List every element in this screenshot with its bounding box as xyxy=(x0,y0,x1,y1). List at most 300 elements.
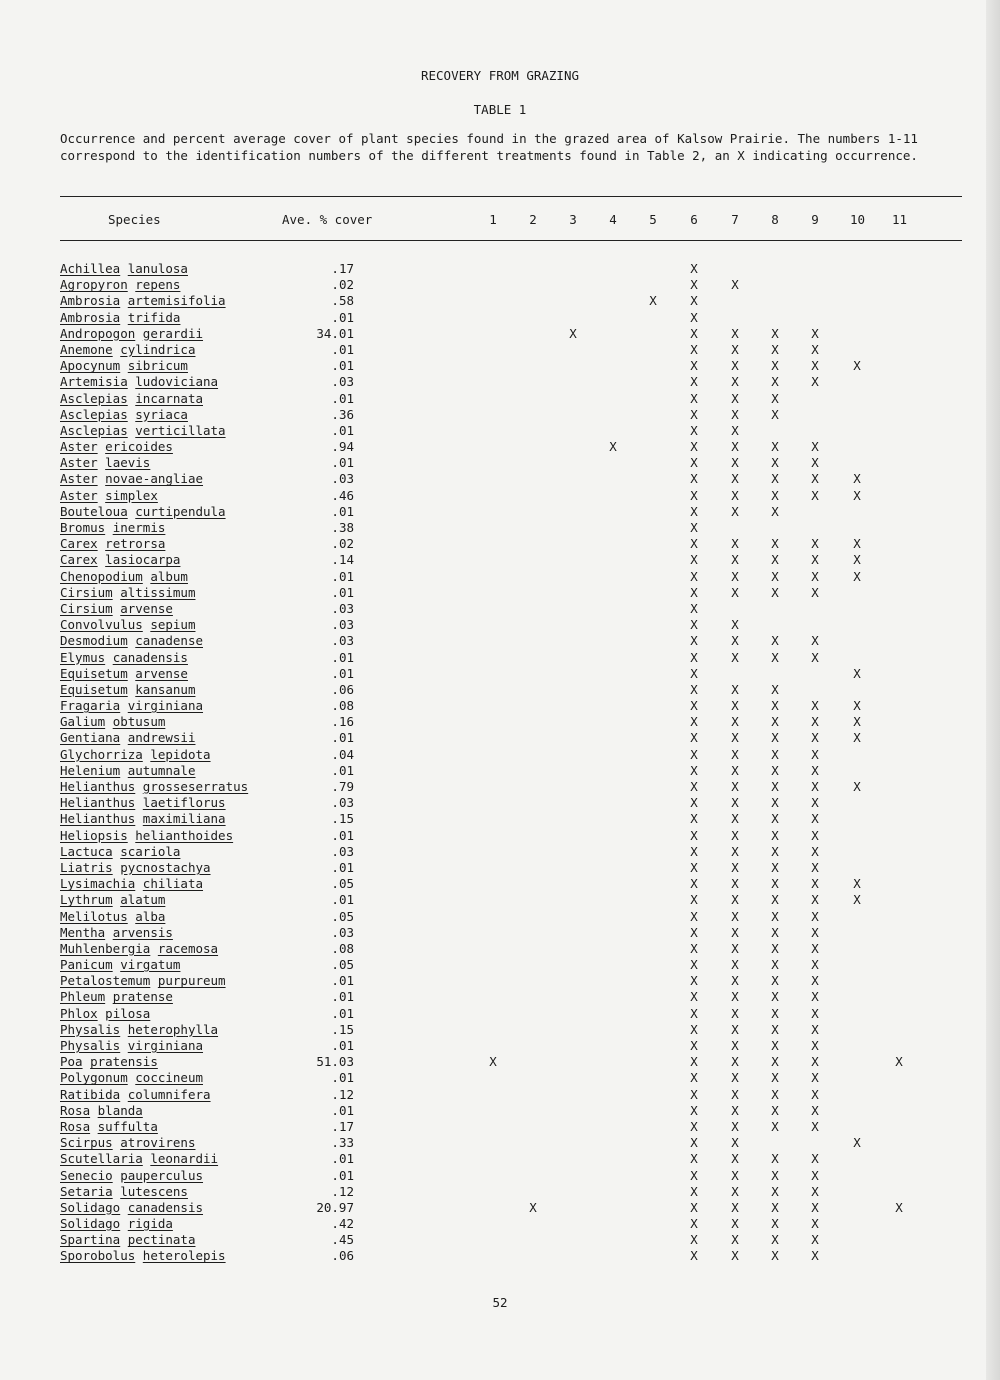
occurrence-mark: X xyxy=(811,892,819,908)
occurrence-mark: X xyxy=(771,1183,779,1199)
occurrence-mark: X xyxy=(771,1070,779,1086)
table-row xyxy=(0,439,1000,455)
occurrence-mark: X xyxy=(690,422,698,438)
table-row xyxy=(0,1119,1000,1135)
occurrence-mark: X xyxy=(771,406,779,422)
cover-value: .01 xyxy=(331,341,354,357)
species-name: Cirsium arvense xyxy=(60,600,173,616)
occurrence-mark: X xyxy=(690,1135,698,1151)
occurrence-mark: X xyxy=(811,746,819,762)
table-row xyxy=(0,876,1000,892)
occurrence-mark: X xyxy=(771,924,779,940)
occurrence-mark: X xyxy=(690,261,698,276)
occurrence-mark: X xyxy=(853,698,861,714)
occurrence-mark: X xyxy=(731,730,739,746)
occurrence-mark: X xyxy=(771,811,779,827)
species-name: Melilotus alba xyxy=(60,908,166,924)
occurrence-mark: X xyxy=(731,795,739,811)
table-row xyxy=(0,1103,1000,1119)
table-row xyxy=(0,310,1000,326)
occurrence-mark: X xyxy=(853,358,861,374)
occurrence-mark: X xyxy=(811,1167,819,1183)
occurrence-mark: X xyxy=(731,1167,739,1183)
occurrence-mark: X xyxy=(690,584,698,600)
cover-value: .15 xyxy=(331,811,354,827)
occurrence-mark: X xyxy=(771,390,779,406)
table-row xyxy=(0,1054,1000,1070)
table-row xyxy=(0,828,1000,844)
species-name: Petalostemum purpureum xyxy=(60,973,226,989)
species-name: Anemone cylindrica xyxy=(60,341,196,357)
occurrence-mark: X xyxy=(690,1232,698,1248)
occurrence-mark: X xyxy=(731,390,739,406)
cover-value: .16 xyxy=(331,714,354,730)
occurrence-mark: X xyxy=(771,746,779,762)
species-name: Fragaria virginiana xyxy=(60,698,204,714)
species-name: Aster laevis xyxy=(60,455,151,471)
occurrence-mark: X xyxy=(771,762,779,778)
species-name: Lactuca scariola xyxy=(60,843,181,859)
occurrence-mark: X xyxy=(811,536,819,552)
cover-value: .01 xyxy=(331,827,354,843)
occurrence-mark: X xyxy=(731,940,739,956)
treatment-column-header: 6 xyxy=(690,212,698,227)
occurrence-mark: X xyxy=(771,908,779,924)
table-row xyxy=(0,601,1000,617)
occurrence-mark: X xyxy=(771,649,779,665)
cover-value: .46 xyxy=(331,487,354,503)
treatment-column-header: 9 xyxy=(811,212,819,227)
occurrence-mark: X xyxy=(771,455,779,471)
occurrence-mark: X xyxy=(811,455,819,471)
occurrence-mark: X xyxy=(771,1216,779,1232)
species-name: Gentiana andrewsii xyxy=(60,730,196,746)
occurrence-mark: X xyxy=(771,940,779,956)
occurrence-mark: X xyxy=(771,989,779,1005)
cover-value: .05 xyxy=(331,876,354,892)
occurrence-mark: X xyxy=(811,1005,819,1021)
species-name: Ambrosia trifida xyxy=(60,309,181,325)
occurrence-mark: X xyxy=(811,649,819,665)
occurrence-mark: X xyxy=(690,358,698,374)
species-name: Panicum virgatum xyxy=(60,957,181,973)
table-row xyxy=(0,1135,1000,1151)
table-row xyxy=(0,1184,1000,1200)
species-name: Rosa suffulta xyxy=(60,1118,158,1134)
cover-value: .03 xyxy=(331,471,354,487)
occurrence-mark: X xyxy=(731,374,739,390)
species-name: Equisetum kansanum xyxy=(60,681,196,697)
occurrence-mark: X xyxy=(731,439,739,455)
occurrence-mark: X xyxy=(731,924,739,940)
cover-value: .01 xyxy=(331,859,354,875)
occurrence-mark: X xyxy=(690,924,698,940)
occurrence-mark: X xyxy=(811,1232,819,1248)
occurrence-mark: X xyxy=(853,730,861,746)
species-name: Scirpus atrovirens xyxy=(60,1135,196,1151)
occurrence-mark: X xyxy=(690,471,698,487)
occurrence-mark: X xyxy=(690,439,698,455)
occurrence-mark: X xyxy=(731,698,739,714)
occurrence-mark: X xyxy=(690,487,698,503)
occurrence-mark: X xyxy=(811,714,819,730)
treatment-column-header: 1 xyxy=(489,212,497,227)
occurrence-mark: X xyxy=(690,746,698,762)
occurrence-mark: X xyxy=(853,1135,861,1151)
occurrence-mark: X xyxy=(690,1021,698,1037)
cover-value: .01 xyxy=(331,568,354,584)
species-name: Physalis virginiana xyxy=(60,1038,204,1053)
occurrence-mark: X xyxy=(690,973,698,989)
occurrence-mark: X xyxy=(811,989,819,1005)
occurrence-mark: X xyxy=(811,940,819,956)
occurrence-mark: X xyxy=(771,503,779,519)
species-name: Solidago rigida xyxy=(60,1216,173,1232)
occurrence-mark: X xyxy=(731,811,739,827)
table-row xyxy=(0,941,1000,957)
occurrence-mark: X xyxy=(771,827,779,843)
cover-value: .36 xyxy=(331,406,354,422)
table-row xyxy=(0,860,1000,876)
occurrence-mark: X xyxy=(731,681,739,697)
occurrence-mark: X xyxy=(771,957,779,973)
occurrence-mark: X xyxy=(690,1102,698,1118)
treatment-column-header: 7 xyxy=(731,212,739,227)
table-row xyxy=(0,1022,1000,1038)
cover-value: .01 xyxy=(331,1102,354,1118)
occurrence-mark: X xyxy=(771,584,779,600)
occurrence-mark: X xyxy=(529,1199,537,1215)
cover-value: .14 xyxy=(331,552,354,568)
species-name: Senecio pauperculus xyxy=(60,1167,204,1183)
occurrence-mark: X xyxy=(811,325,819,341)
species-name: Aster ericoides xyxy=(60,439,173,455)
occurrence-mark: X xyxy=(731,503,739,519)
species-name: Mentha arvensis xyxy=(60,924,173,940)
occurrence-mark: X xyxy=(690,325,698,341)
species-name: Artemisia ludoviciana xyxy=(60,374,219,390)
occurrence-mark: X xyxy=(731,1070,739,1086)
table-label: TABLE 1 xyxy=(473,102,527,117)
occurrence-mark: X xyxy=(811,1102,819,1118)
table-row xyxy=(0,617,1000,633)
occurrence-mark: X xyxy=(731,1102,739,1118)
occurrence-mark: X xyxy=(690,277,698,293)
table-row xyxy=(0,293,1000,309)
occurrence-mark: X xyxy=(811,1248,819,1264)
occurrence-mark: X xyxy=(690,617,698,633)
occurrence-mark: X xyxy=(811,1054,819,1070)
occurrence-mark: X xyxy=(771,633,779,649)
occurrence-mark: X xyxy=(811,358,819,374)
occurrence-mark: X xyxy=(771,552,779,568)
table-row xyxy=(0,520,1000,536)
table-row xyxy=(0,1070,1000,1086)
occurrence-mark: X xyxy=(853,876,861,892)
occurrence-mark: X xyxy=(853,568,861,584)
treatment-column-header: 4 xyxy=(609,212,617,227)
cover-value: .08 xyxy=(331,940,354,956)
occurrence-mark: X xyxy=(895,1199,903,1215)
table-column-header xyxy=(0,212,1000,232)
table-row xyxy=(0,407,1000,423)
species-name: Elymus canadensis xyxy=(60,649,188,665)
occurrence-mark: X xyxy=(690,779,698,794)
species-name: Carex lasiocarpa xyxy=(60,552,181,568)
occurrence-mark: X xyxy=(811,795,819,811)
occurrence-mark: X xyxy=(731,1005,739,1021)
occurrence-mark: X xyxy=(811,568,819,584)
species-name: Achillea lanulosa xyxy=(60,261,188,276)
occurrence-mark: X xyxy=(731,1038,739,1053)
occurrence-mark: X xyxy=(811,1021,819,1037)
occurrence-mark: X xyxy=(771,1038,779,1053)
table-body xyxy=(0,261,1000,1265)
species-name: Polygonum coccineum xyxy=(60,1070,203,1086)
cover-value: .06 xyxy=(331,1248,354,1264)
occurrence-mark: X xyxy=(811,843,819,859)
table-row xyxy=(0,374,1000,390)
occurrence-mark: X xyxy=(811,374,819,390)
species-name: Liatris pycnostachya xyxy=(60,859,211,875)
table-row xyxy=(0,682,1000,698)
occurrence-mark: X xyxy=(731,1021,739,1037)
occurrence-mark: X xyxy=(771,1118,779,1134)
occurrence-mark: X xyxy=(690,455,698,471)
occurrence-mark: X xyxy=(771,1021,779,1037)
occurrence-mark: X xyxy=(731,843,739,859)
cover-value: .01 xyxy=(331,730,354,746)
occurrence-mark: X xyxy=(853,487,861,503)
occurrence-mark: X xyxy=(731,876,739,892)
occurrence-mark: X xyxy=(853,779,861,794)
occurrence-mark: X xyxy=(771,358,779,374)
species-name: Sporobolus heterolepis xyxy=(60,1248,226,1264)
species-name: Ratibida columnifera xyxy=(60,1086,211,1102)
cover-value: .04 xyxy=(331,746,354,762)
occurrence-mark: X xyxy=(731,989,739,1005)
occurrence-mark: X xyxy=(731,859,739,875)
occurrence-mark: X xyxy=(690,552,698,568)
occurrence-mark: X xyxy=(690,908,698,924)
cover-value: .01 xyxy=(331,1038,354,1053)
occurrence-mark: X xyxy=(690,406,698,422)
occurrence-mark: X xyxy=(771,1248,779,1264)
table-row xyxy=(0,957,1000,973)
cover-value: .12 xyxy=(331,1086,354,1102)
treatment-column-header: 11 xyxy=(892,212,908,227)
occurrence-mark: X xyxy=(811,957,819,973)
table-row xyxy=(0,1038,1000,1054)
cover-value: .02 xyxy=(331,536,354,552)
occurrence-mark: X xyxy=(853,471,861,487)
cover-value: 34.01 xyxy=(316,325,354,341)
occurrence-mark: X xyxy=(811,924,819,940)
cover-value: .94 xyxy=(331,439,354,455)
cover-value: .01 xyxy=(331,1070,354,1086)
occurrence-mark: X xyxy=(853,665,861,681)
occurrence-mark: X xyxy=(811,973,819,989)
occurrence-mark: X xyxy=(731,406,739,422)
species-name: Muhlenbergia racemosa xyxy=(60,940,219,956)
occurrence-mark: X xyxy=(690,681,698,697)
species-name: Scutellaria leonardii xyxy=(60,1151,219,1167)
table-row xyxy=(0,1216,1000,1232)
cover-value: .08 xyxy=(331,698,354,714)
table-row xyxy=(0,633,1000,649)
occurrence-mark: X xyxy=(731,1135,739,1151)
cover-value: .17 xyxy=(331,1118,354,1134)
table-row xyxy=(0,763,1000,779)
occurrence-mark: X xyxy=(690,989,698,1005)
occurrence-mark: X xyxy=(811,439,819,455)
cover-value: .58 xyxy=(331,293,354,309)
table-row xyxy=(0,423,1000,439)
species-name: Solidago canadensis xyxy=(60,1199,204,1215)
occurrence-mark: X xyxy=(731,762,739,778)
cover-column-header: Ave. % cover xyxy=(282,212,373,227)
cover-value: .03 xyxy=(331,617,354,633)
occurrence-mark: X xyxy=(731,1151,739,1167)
species-name: Spartina pectinata xyxy=(60,1232,196,1248)
cover-value: .01 xyxy=(331,503,354,519)
table-row xyxy=(0,569,1000,585)
table-row xyxy=(0,1232,1000,1248)
occurrence-mark: X xyxy=(771,439,779,455)
table-row xyxy=(0,779,1000,795)
cover-value: .06 xyxy=(331,681,354,697)
table-row xyxy=(0,795,1000,811)
occurrence-mark: X xyxy=(690,1054,698,1070)
occurrence-mark: X xyxy=(811,1118,819,1134)
cover-value: .01 xyxy=(331,455,354,471)
table-row xyxy=(0,1248,1000,1264)
table-row xyxy=(0,666,1000,682)
table-row xyxy=(0,1200,1000,1216)
occurrence-mark: X xyxy=(731,714,739,730)
occurrence-mark: X xyxy=(853,552,861,568)
cover-value: .42 xyxy=(331,1216,354,1232)
occurrence-mark: X xyxy=(771,1054,779,1070)
occurrence-mark: X xyxy=(771,859,779,875)
cover-value: .01 xyxy=(331,584,354,600)
occurrence-mark: X xyxy=(690,1151,698,1167)
table-row xyxy=(0,973,1000,989)
occurrence-mark: X xyxy=(731,536,739,552)
table-top-rule xyxy=(60,196,962,197)
occurrence-mark: X xyxy=(771,471,779,487)
table-row xyxy=(0,536,1000,552)
occurrence-mark: X xyxy=(811,584,819,600)
species-name: Phlox pilosa xyxy=(60,1005,151,1021)
occurrence-mark: X xyxy=(690,1167,698,1183)
occurrence-mark: X xyxy=(771,1151,779,1167)
occurrence-mark: X xyxy=(771,730,779,746)
occurrence-mark: X xyxy=(853,714,861,730)
occurrence-mark: X xyxy=(811,1199,819,1215)
occurrence-mark: X xyxy=(771,1199,779,1215)
occurrence-mark: X xyxy=(690,568,698,584)
occurrence-mark: X xyxy=(811,698,819,714)
species-name: Glychorriza lepidota xyxy=(60,746,211,762)
occurrence-mark: X xyxy=(690,1199,698,1215)
table-row xyxy=(0,989,1000,1005)
occurrence-mark: X xyxy=(731,779,739,794)
cover-value: .01 xyxy=(331,390,354,406)
species-name: Equisetum arvense xyxy=(60,665,188,681)
occurrence-mark: X xyxy=(690,795,698,811)
table-row xyxy=(0,844,1000,860)
species-name: Asclepias verticillata xyxy=(60,422,226,438)
occurrence-mark: X xyxy=(731,746,739,762)
cover-value: .79 xyxy=(331,779,354,794)
occurrence-mark: X xyxy=(771,698,779,714)
occurrence-mark: X xyxy=(731,1216,739,1232)
occurrence-mark: X xyxy=(771,1005,779,1021)
species-name: Helianthus grosseserratus xyxy=(60,779,249,794)
occurrence-mark: X xyxy=(771,795,779,811)
table-row xyxy=(0,1168,1000,1184)
occurrence-mark: X xyxy=(731,957,739,973)
occurrence-mark: X xyxy=(771,843,779,859)
occurrence-mark: X xyxy=(690,876,698,892)
table-row xyxy=(0,925,1000,941)
cover-value: .02 xyxy=(331,277,354,293)
species-name: Andropogon gerardii xyxy=(60,325,204,341)
table-row xyxy=(0,391,1000,407)
occurrence-mark: X xyxy=(731,341,739,357)
treatment-column-header: 10 xyxy=(850,212,866,227)
occurrence-mark: X xyxy=(811,730,819,746)
occurrence-mark: X xyxy=(811,1038,819,1053)
occurrence-mark: X xyxy=(731,1054,739,1070)
occurrence-mark: X xyxy=(771,1167,779,1183)
occurrence-mark: X xyxy=(731,552,739,568)
occurrence-mark: X xyxy=(690,811,698,827)
cover-value: .05 xyxy=(331,908,354,924)
occurrence-mark: X xyxy=(690,520,698,535)
species-name: Physalis heterophylla xyxy=(60,1021,219,1037)
occurrence-mark: X xyxy=(811,876,819,892)
cover-value: .01 xyxy=(331,762,354,778)
species-name: Aster simplex xyxy=(60,487,158,503)
occurrence-mark: X xyxy=(690,600,698,616)
cover-value: 51.03 xyxy=(316,1054,354,1070)
cover-value: .01 xyxy=(331,892,354,908)
table-row xyxy=(0,358,1000,374)
occurrence-mark: X xyxy=(690,633,698,649)
occurrence-mark: X xyxy=(811,1070,819,1086)
occurrence-mark: X xyxy=(853,536,861,552)
occurrence-mark: X xyxy=(690,762,698,778)
occurrence-mark: X xyxy=(731,1183,739,1199)
occurrence-mark: X xyxy=(731,973,739,989)
species-name: Carex retrorsa xyxy=(60,536,166,552)
occurrence-mark: X xyxy=(771,714,779,730)
occurrence-mark: X xyxy=(690,1248,698,1264)
species-name: Ambrosia artemisifolia xyxy=(60,293,226,309)
cover-value: .15 xyxy=(331,1021,354,1037)
species-name: Agropyron repens xyxy=(60,277,181,293)
table-caption: Occurrence and percent average cover of plant species found in the grazed area of Kalsow Prairie. The numbers 1-11 correspond to the identification numbers of the different treatments found in Table 2, an X indicating occurrence. xyxy=(60,131,918,163)
species-name: Helianthus laetiflorus xyxy=(60,795,226,811)
treatment-column-header: 3 xyxy=(569,212,577,227)
species-name: Chenopodium album xyxy=(60,568,188,584)
occurrence-mark: X xyxy=(690,309,698,325)
cover-value: .01 xyxy=(331,1151,354,1167)
occurrence-mark: X xyxy=(811,827,819,843)
species-name: Setaria lutescens xyxy=(60,1183,188,1199)
